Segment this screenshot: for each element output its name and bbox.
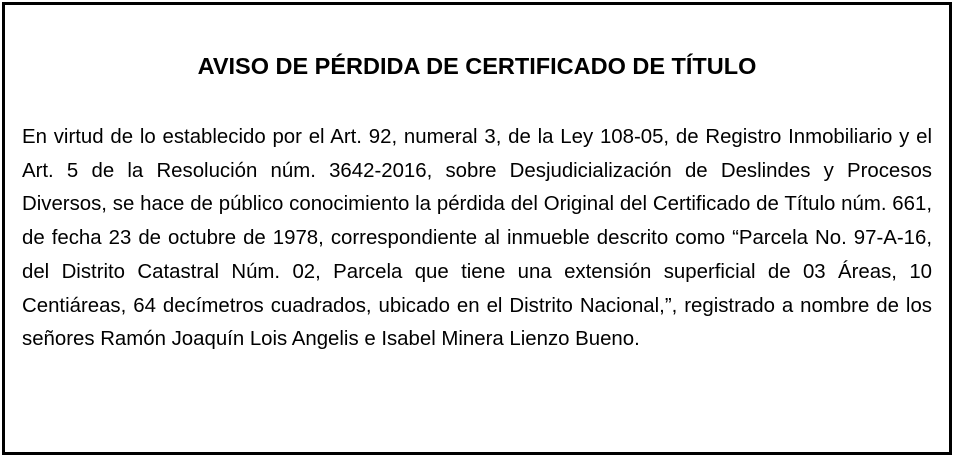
notice-frame — [2, 2, 952, 455]
notice-title: AVISO DE PÉRDIDA DE CERTIFICADO DE TÍTULO — [197, 53, 757, 79]
notice-body: En virtud de lo establecido por el Art. 92, numeral 3, de la Ley 108-05, de Registro Inmobiliario y el Art. 5 de la Resolución núm. 3642-2016, sobre Desjudicialización de Deslindes y Procesos Diversos, se hace de público conocimiento la pérdida del Original del Certificado de Título núm. 661, de fecha 23 de octubre de 1978, correspondiente al inmueble descrito como “Parcela No. 97-A-16, del Distrito Catastral Núm. 02, Parcela que tiene una extensión superficial de 03 Áreas, 10 Centiáreas, 64 decímetros cuadrados, ubicado en el Distrito Nacional,”, registrado a nombre de los señores Ramón Joaquín Lois Angelis e Isabel Minera Lienzo Bueno. — [22, 126, 932, 351]
